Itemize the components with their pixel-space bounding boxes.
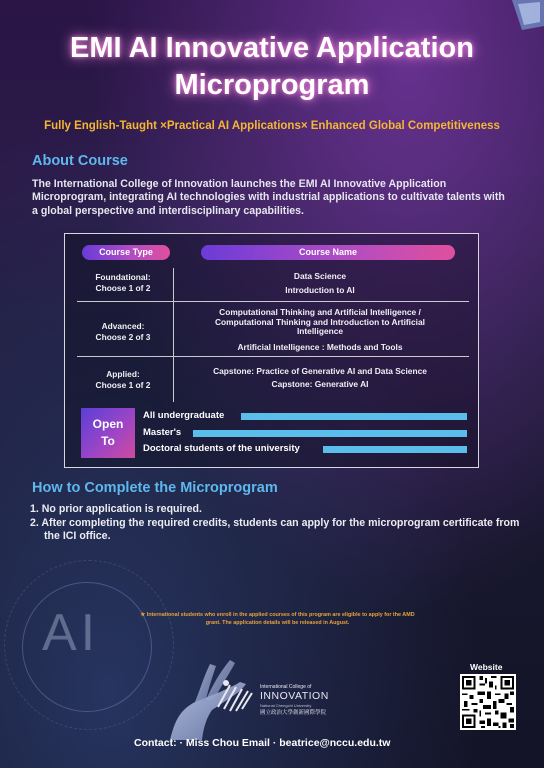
logo-line-4: 國立政治大學創新國際學院 — [260, 710, 327, 716]
contact-info: Contact: · Miss Chou Email · beatrice@nccu.edu.tw — [134, 737, 391, 749]
open-to-doctoral: Doctoral students of the university — [143, 443, 300, 454]
column-divider — [173, 268, 174, 402]
row-applied-type — [73, 369, 173, 390]
logo-line-3: National Chengchi University — [260, 703, 312, 708]
course-type-header: Course Type — [82, 245, 170, 260]
step-item: 1. No prior application is required. — [30, 503, 202, 515]
row-divider — [77, 301, 469, 302]
type-choose: Choose 1 of 2 — [95, 379, 151, 390]
row-foundational-courses — [175, 269, 465, 297]
course-name: Artificial Intelligence : Methods and Tools — [237, 341, 403, 352]
logo-line-1: International College of — [260, 684, 312, 690]
steps-list — [30, 503, 520, 544]
open-to-undergraduate: All undergraduate — [143, 410, 225, 421]
masters-bar — [193, 430, 467, 437]
type-label: Foundational: — [95, 272, 151, 282]
type-choose: Choose 2 of 3 — [95, 331, 151, 342]
title-line-2: Microprogram — [174, 69, 370, 101]
course-name: Capstone: Practice of Generative AI and Data Science — [213, 366, 427, 376]
open-to-masters: Master's — [143, 427, 182, 438]
open-label: Open — [92, 417, 124, 431]
course-name: Computational Thinking and Artificial Intelligence / — [219, 307, 421, 317]
page-title — [0, 30, 544, 104]
to-label: To — [101, 434, 115, 448]
undergraduate-bar — [241, 413, 467, 420]
row-advanced-courses — [175, 308, 465, 352]
row-advanced-type — [73, 321, 173, 342]
row-divider — [77, 356, 469, 357]
course-name: Data Science — [293, 271, 347, 281]
type-label: Applied: — [106, 369, 140, 379]
course-name: Computational Thinking and Introduction to Artificial — [215, 316, 425, 327]
grant-note: ★ International students who enroll in the applied courses of this program are eligible to apply for the AMD grant. The application details will be released in August. — [140, 612, 415, 626]
website-label: Website — [470, 662, 503, 672]
step-item: 2. After completing the required credits, students can apply for the microprogram certificate from the ICI office. — [30, 516, 520, 542]
course-name-header: Course Name — [201, 245, 455, 260]
row-foundational-type — [73, 272, 173, 293]
about-heading: About Course — [32, 153, 128, 169]
cube-icon — [504, 0, 544, 30]
college-logo-icon — [214, 677, 256, 713]
course-name: Introduction to AI — [285, 285, 355, 295]
complete-heading: How to Complete the Microprogram — [32, 480, 278, 496]
course-name: Intelligence — [296, 326, 344, 337]
doctoral-bar — [323, 446, 467, 453]
about-body: The International College of Innovation launches the EMI AI Innovative Application Microprogram, integrating AI technologies with industrial applications to cultivate talents with a global perspective and interdisciplinary capabilities. — [32, 178, 505, 217]
row-applied-courses — [175, 365, 465, 391]
tagline: Fully English-Taught ×Practical AI Applications× Enhanced Global Competitiveness — [44, 120, 500, 132]
course-table — [64, 233, 479, 468]
decor-ai-text: AI — [42, 604, 100, 662]
type-label: Advanced: — [101, 321, 145, 331]
open-to-box — [81, 408, 135, 458]
course-name: Capstone: Generative AI — [271, 379, 369, 389]
qr-code-icon[interactable] — [460, 674, 516, 730]
type-choose: Choose 1 of 2 — [95, 282, 151, 293]
logo-line-2: INNOVATION — [260, 690, 329, 702]
title-line-1: EMI AI Innovative Application — [70, 32, 474, 64]
